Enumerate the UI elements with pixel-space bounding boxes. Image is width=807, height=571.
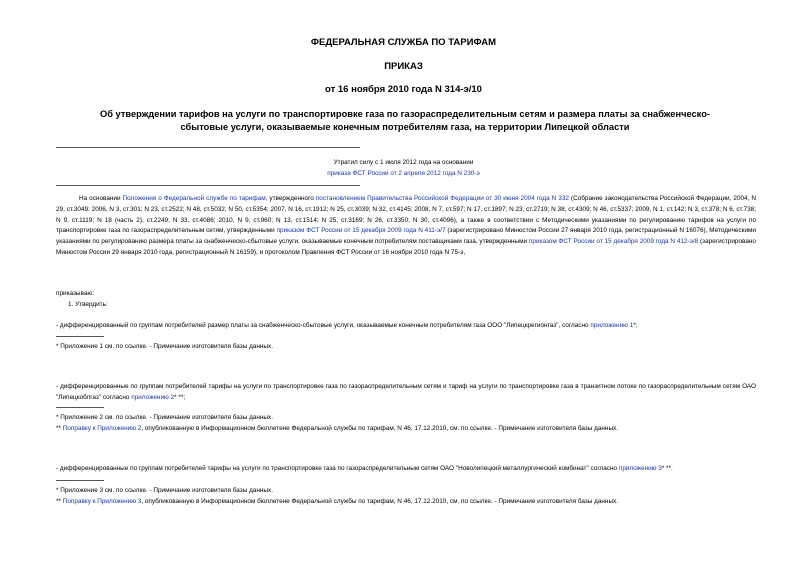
doc-title: Об утверждении тарифов на услуги по транспортировке газа по газораспределительным сетям и размера платы за снабженческо-сбытовые услуги, оказываемые конечным потребителям газа, на территории Липецкой области <box>100 109 710 132</box>
divider <box>56 147 360 148</box>
bullet-text: - дифференцированные по группам потребителей тарифы на услуги по транспортировке газа по газораспределительным сетям ОАО "Новолипецкий металлургический комбинат" согласно <box>56 465 619 472</box>
link-order-412[interactable]: приказом ФСТ России от 15 декабря 2009 года N 412-э/8 <box>528 238 699 246</box>
bullet-end: * **. <box>661 465 673 472</box>
footnote-marker: ** <box>56 425 63 432</box>
bullet-2 <box>56 382 756 404</box>
footnote-3a: * Приложение 3 см. по ссылке. - Примечание изготовителя базы данных. <box>56 487 273 494</box>
footnote-divider <box>56 407 104 408</box>
link-correction-appendix-2[interactable]: Поправку к Приложению 2 <box>62 425 142 432</box>
preamble-paragraph <box>56 194 756 259</box>
bullet-text: - дифференцированный по группам потребителей размер платы за снабженческо-сбытовые услуги, оказываемые конечным потребителям газа ООО "Липецкрегионгаз", согласно <box>56 322 591 329</box>
footnote-text: , опубликованную в Информационном бюллетене Федеральной службы по тарифам, N 46, 17.12.2010, см. по ссылке. - Примечание изготовителя базы данных. <box>141 425 619 432</box>
link-appendix-1[interactable]: приложению 1 <box>590 322 634 329</box>
preamble-text: На основании <box>79 195 123 202</box>
bullet-end: * **; <box>174 393 186 401</box>
footnote-2b <box>56 424 756 435</box>
footnote-1: * Приложение 1 см. по ссылке. - Примечание изготовителя базы данных. <box>56 343 273 350</box>
footnote-divider <box>56 480 104 481</box>
footnote-marker: ** <box>56 498 63 505</box>
link-appendix-2[interactable]: приложению 2 <box>131 393 175 401</box>
preamble-text: (зарегистрировано Минюстом России 27 января 2010 года, регистрационный N 16076), Методическими указаниями по регулированию размера платы за снабженческо-сбытовые услуги, оказываемые конечным потребителям поставщиками газа, утвержденными <box>56 227 756 246</box>
footnote-divider <box>56 336 104 337</box>
bullet-3 <box>56 464 756 475</box>
link-government-decree[interactable]: постановлением Правительства Российской Федерации от 30 июня 2004 года N 332 <box>315 195 569 202</box>
preamble-text: (зарегистрировано Минюстом России 29 января 2010 года, регистрационный N 16159), и протоколом Правления ФСТ России от 16 ноября 2010 года N 75-э, <box>56 238 756 256</box>
prikazyvayu: приказываю: <box>56 290 94 297</box>
link-regulation-fst[interactable]: Положения о Федеральной службе по тарифам <box>122 195 266 202</box>
link-correction-appendix-3[interactable]: Поправку к Приложению 3 <box>62 498 142 505</box>
divider <box>56 185 360 186</box>
footnote-3b <box>56 497 756 508</box>
item-1: 1. Утвердить: <box>68 301 108 308</box>
agency-name: ФЕДЕРАЛЬНАЯ СЛУЖБА ПО ТАРИФАМ <box>310 37 497 48</box>
bullet-text: - дифференцированные по группам потребителей тарифы на услуги по транспортировке газа по газораспределительным сетям и тариф на услуги по транспортировке газа в транзитном потоке по газораспределительным сетям ОАО "Липецкоблгаз" согласно <box>56 383 756 401</box>
validity-note-link-line <box>0 169 807 180</box>
footnote-2a: * Приложение 2 см. по ссылке. - Примечание изготовителя базы данных. <box>56 414 273 421</box>
link-appendix-3[interactable]: приложению 3 <box>618 465 662 472</box>
doc-date-number: от 16 ноября 2010 года N 314-э/10 <box>325 84 482 95</box>
preamble-text: (Собрание законодательства Российской Федерации, 2004, N 29, ст.3049; 2006, N 3, ст.301; N 23, ст.2522; N 48, ст.5032; N 50, ст.5354; 2007, N 16, ст.1912; N 25, ст.3039; N 32, ст.4145; 2008, N 7, ст.597; N 17, ст.1897; N 23, ст.2719; N 38, ст.4309; N 46, ст.5337; 2009, N 1, ст.142; N 3, ст.378; N 6, ст.738; N 9, ст.1119; N 18 (часть 2), ст.2249; N 33, ст.4086; 2010, N 9, ст.960; N 13, ст.1514; N 25, ст.3169; N 26, ст.3350; N 30, ст.4096), а также в соответствии с Методическими указаниями по регулированию тарифов на услуги по транспортировке газа по газораспределительным сетям, утвержденными <box>56 195 756 235</box>
preamble-text: , утвержденного <box>265 195 316 202</box>
link-order-411[interactable]: приказом ФСТ России от 15 декабря 2009 года N 411-э/7 <box>276 227 446 235</box>
bullet-1 <box>56 321 756 332</box>
validity-note-line: Утратил силу с 1 июля 2012 года на основании <box>333 159 474 166</box>
bullet-end: *; <box>633 322 638 329</box>
validity-link[interactable]: приказа ФСТ России от 2 апреля 2012 года N 230-э <box>327 170 480 177</box>
doc-type: ПРИКАЗ <box>384 61 423 72</box>
footnote-text: , опубликованную в Информационном бюллетене Федеральной службы по тарифам, N 46, 17.12.2010, см. по ссылке. - Примечание изготовителя базы данных. <box>141 498 619 505</box>
